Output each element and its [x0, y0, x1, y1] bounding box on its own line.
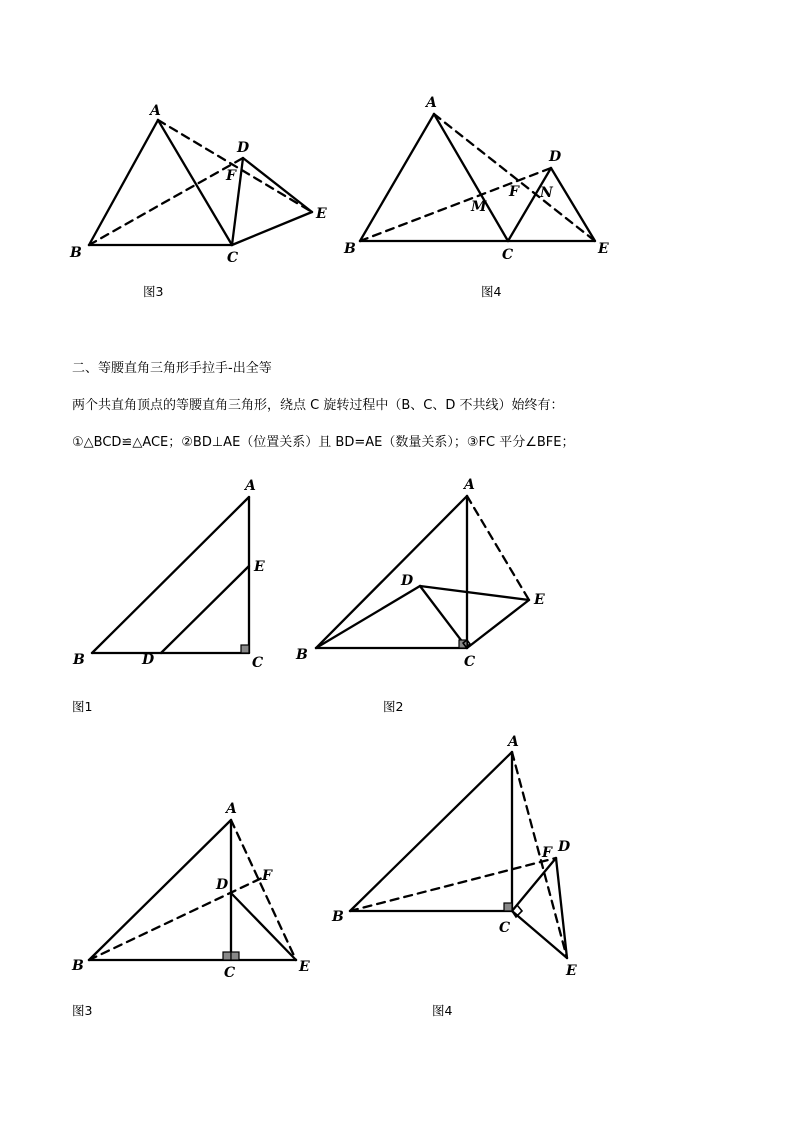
label-a: A: [508, 734, 519, 750]
top-figure-3-caption: 图3: [143, 284, 164, 299]
label-e: E: [254, 559, 265, 575]
section-heading: 二、等腰直角三角形手拉手-出全等: [72, 361, 272, 376]
label-a: A: [464, 477, 475, 493]
label-b: B: [296, 647, 308, 663]
label-c: C: [464, 654, 476, 670]
label-f: F: [542, 845, 552, 861]
label-f: F: [509, 184, 519, 200]
top-figure-4-caption: 图4: [481, 284, 502, 299]
label-e: E: [299, 959, 310, 975]
label-c: C: [502, 247, 514, 263]
label-d: D: [216, 877, 229, 893]
figure-3-caption: 图3: [72, 1003, 93, 1018]
label-a: A: [150, 103, 161, 119]
label-b: B: [73, 652, 85, 668]
label-b: B: [332, 909, 344, 925]
label-a: A: [426, 95, 437, 111]
label-b: B: [344, 241, 356, 257]
label-a: A: [245, 478, 256, 494]
label-c: C: [227, 250, 239, 266]
label-a: A: [226, 801, 237, 817]
label-c: C: [252, 655, 264, 671]
label-e: E: [534, 592, 545, 608]
label-f: F: [226, 168, 236, 184]
section-conclusions: ①△BCD≌△ACE；②BD⊥AE（位置关系）且 BD=AE（数量关系）；③FC 平分∠BFE；: [72, 435, 575, 450]
label-e: E: [316, 206, 327, 222]
label-n: N: [540, 185, 553, 201]
section-intro: 两个共直角顶点的等腰直角三角形，绕点 C 旋转过程中（B、C、D 不共线）始终有：: [72, 398, 564, 413]
label-d: D: [237, 140, 250, 156]
figure-4-caption: 图4: [432, 1003, 453, 1018]
label-c: C: [499, 920, 511, 936]
label-d: D: [549, 149, 562, 165]
label-e: E: [566, 963, 577, 979]
label-b: B: [72, 958, 84, 974]
label-d: D: [401, 573, 414, 589]
label-e: E: [598, 241, 609, 257]
label-d: D: [142, 652, 155, 668]
label-b: B: [70, 245, 82, 261]
figure-1-caption: 图1: [72, 699, 93, 714]
figure-2-caption: 图2: [383, 699, 404, 714]
label-c: C: [224, 965, 236, 981]
label-m: M: [471, 199, 487, 215]
label-f: F: [262, 868, 272, 884]
label-d: D: [558, 839, 571, 855]
